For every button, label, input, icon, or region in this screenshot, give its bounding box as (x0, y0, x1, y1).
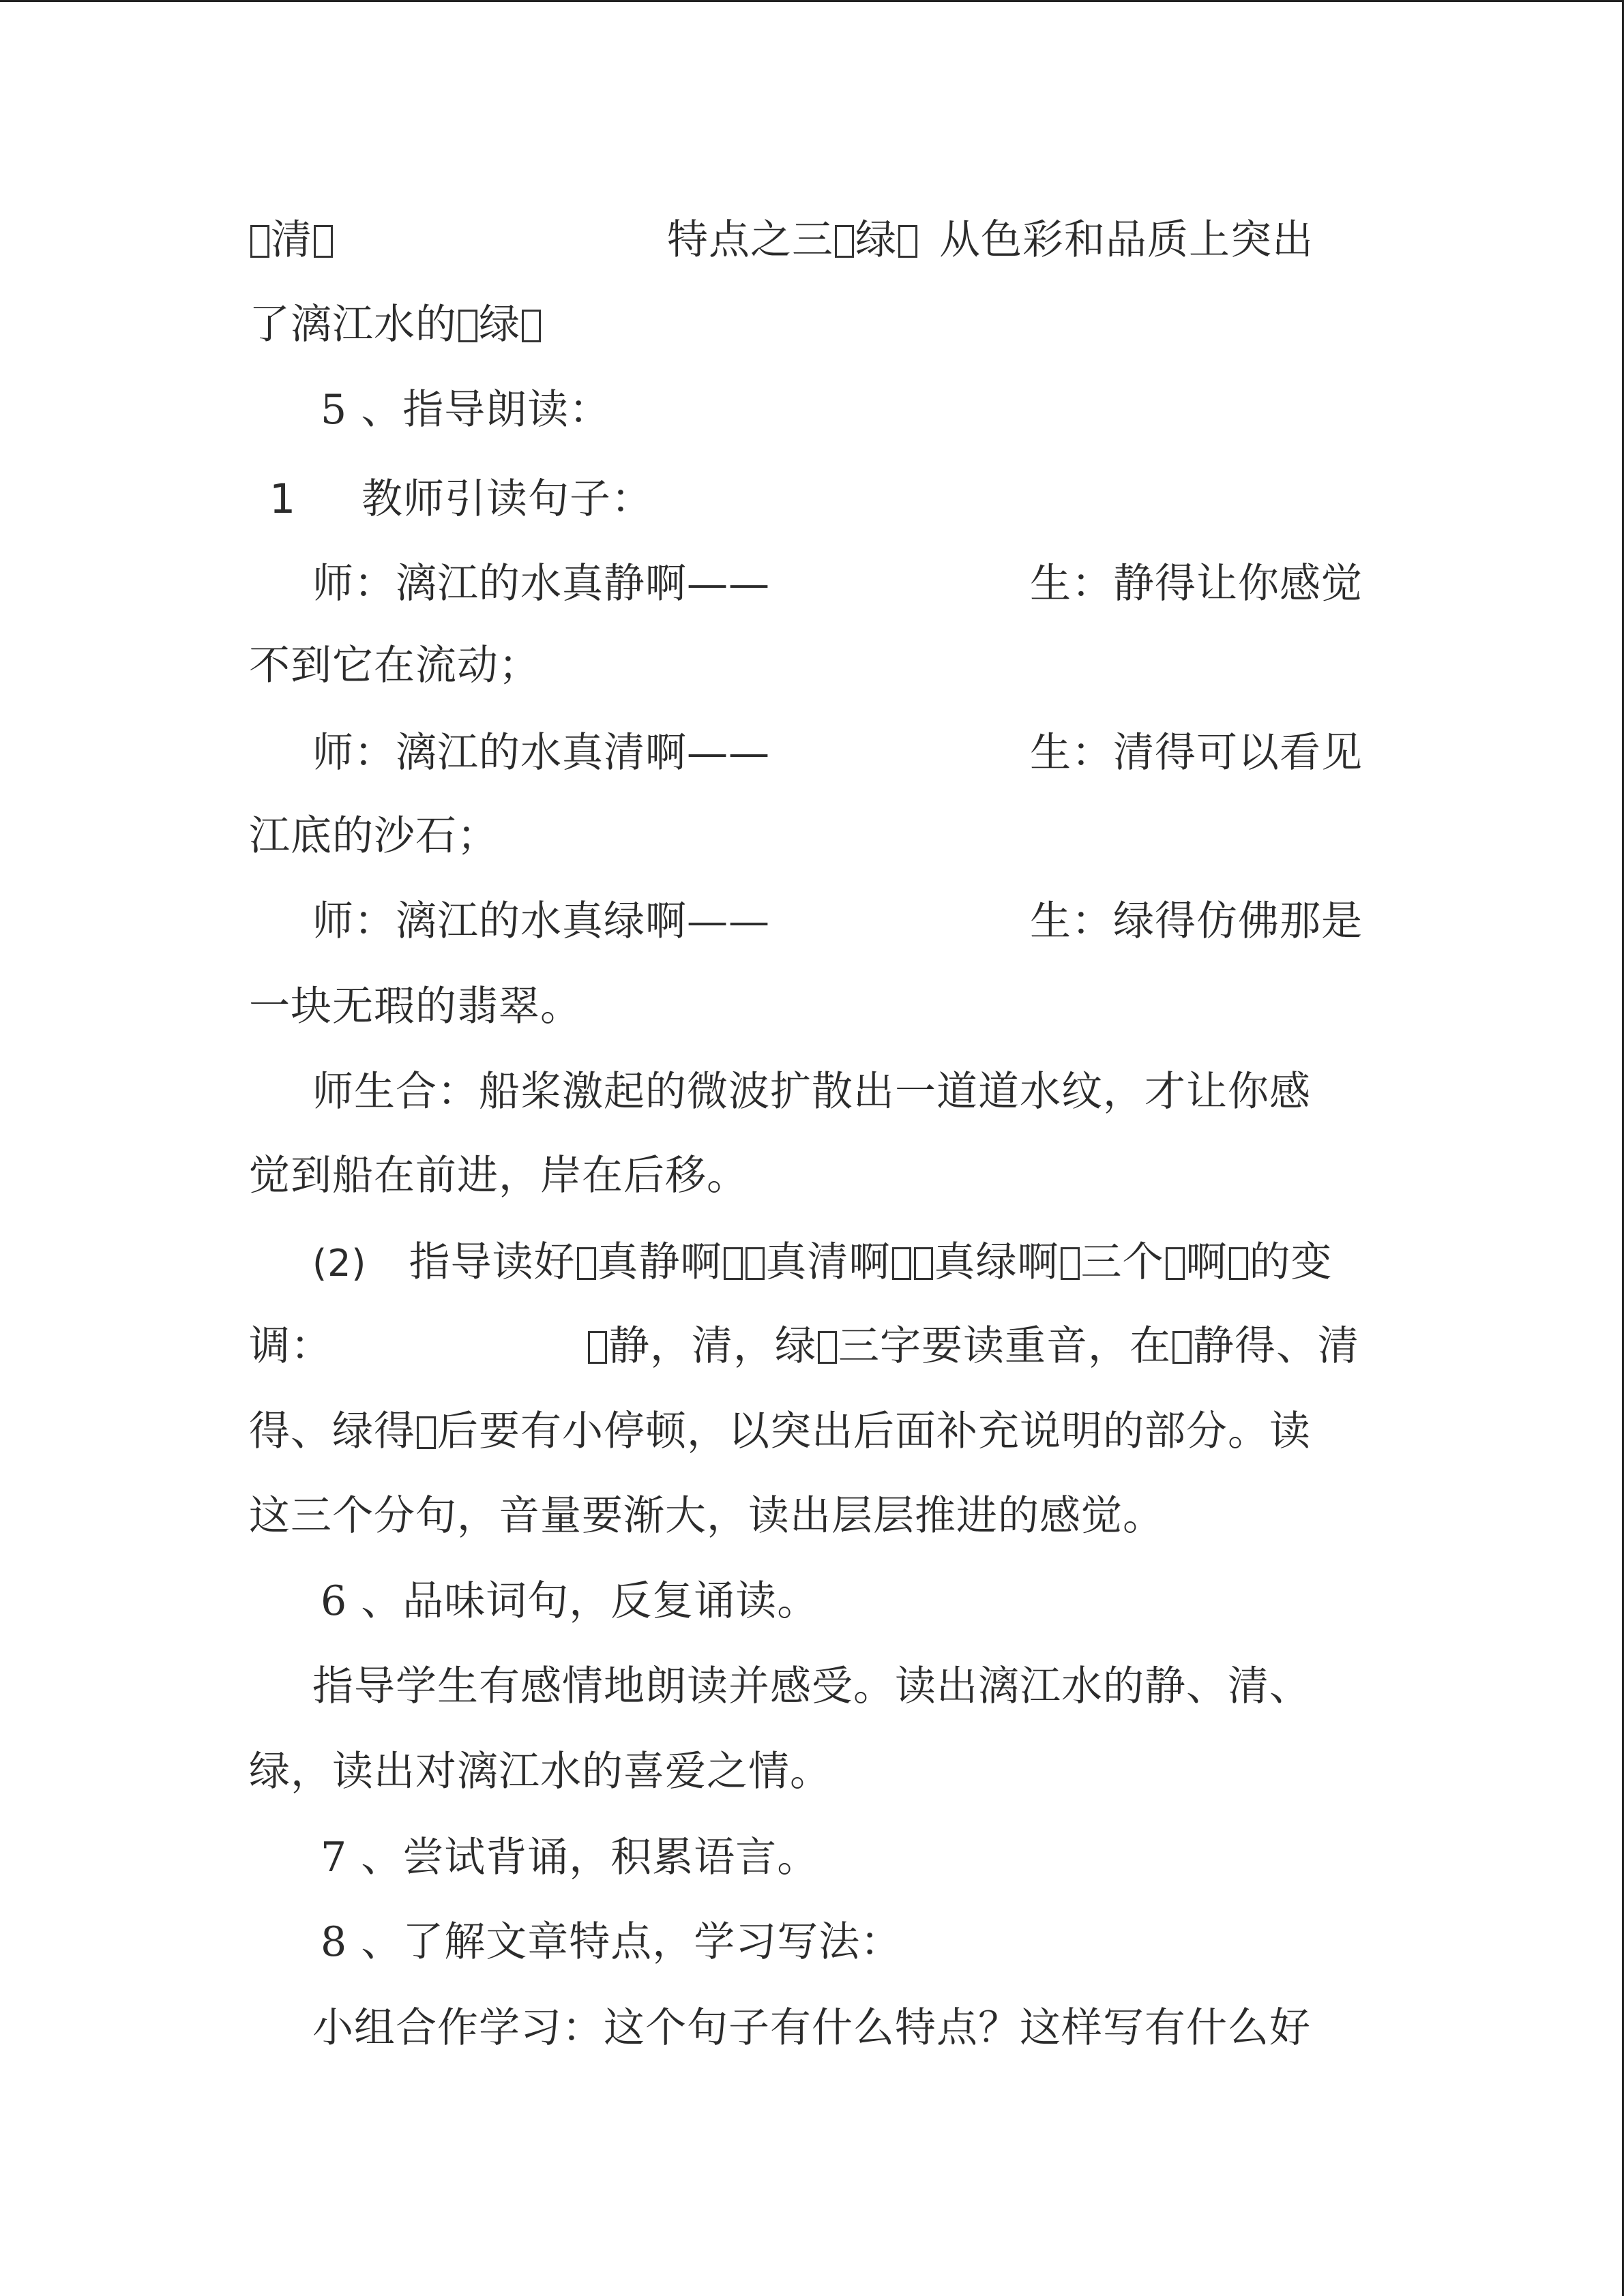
missing-glyph-box (1166, 1247, 1185, 1280)
text-fragment: 从色彩和品质上突出 (939, 216, 1314, 264)
missing-glyph-box (588, 1331, 607, 1364)
text-fragment: 真清啊 (765, 1238, 891, 1286)
list-number-1: 1 (269, 475, 297, 523)
missing-glyph-box (898, 225, 917, 258)
text-fragment: 静，清，绿 (608, 1322, 816, 1370)
section-heading-6: 6 、品味词句，反复诵读。 (321, 1577, 819, 1625)
missing-glyph-box (914, 1247, 933, 1280)
dialogue-student-2: 生：清得可以看见 (1030, 729, 1363, 777)
text-line-2 (249, 300, 542, 349)
missing-glyph-box (892, 1247, 911, 1280)
text-line-14-right (587, 1322, 1359, 1371)
text-fragment: 了漓江水的 (249, 301, 457, 348)
dialogue-teacher-2: 师：漓江的水真清啊—— (312, 729, 770, 777)
text-line-1 (249, 215, 334, 265)
missing-glyph-box (417, 1416, 436, 1449)
text-fragment: 三个 (1080, 1238, 1164, 1286)
list-number-2: (2) (312, 1242, 367, 1285)
section-heading-7: 7 、尝试背诵，积累语言。 (321, 1834, 819, 1881)
list-item-1-text: 教师引读句子： (361, 475, 653, 523)
dialogue-student-1: 生：静得让你感觉 (1030, 560, 1363, 608)
missing-glyph-box (250, 225, 269, 258)
missing-glyph-box (1172, 1331, 1192, 1364)
dialogue-teacher-1: 师：漓江的水真静啊—— (312, 560, 770, 608)
text-fragment: 啊 (1185, 1238, 1228, 1286)
missing-glyph-box (458, 310, 477, 342)
text-line-22: 小组合作学习：这个句子有什么特点？这样写有什么好 (312, 2004, 1311, 2052)
text-fragment: 绿 (855, 216, 897, 264)
missing-glyph-box (314, 225, 333, 258)
dialogue-student-3: 生：绿得仿佛那是 (1030, 897, 1363, 945)
text-line-8: 江底的沙石； (249, 812, 499, 860)
text-fragment: 的变 (1249, 1238, 1333, 1286)
text-line-12: 觉到船在前进，岸在后移。 (249, 1152, 748, 1199)
text-line-15 (249, 1407, 1311, 1456)
text-line-10: 一块无瑕的翡翠。 (249, 983, 582, 1030)
text-fragment: 特点之三 (667, 216, 833, 264)
text-fragment: 指导读好 (409, 1238, 576, 1286)
text-fragment: 三字要读重音，在 (838, 1322, 1171, 1370)
missing-glyph-box (724, 1247, 743, 1280)
text-fragment: 绿 (479, 301, 520, 348)
text-fragment: 后要有小停顿，以突出后面补充说明的部分。读 (437, 1407, 1311, 1455)
text-line-13 (312, 1238, 1333, 1288)
section-heading-5: 5 、指导朗读： (321, 386, 611, 434)
text-line-19: 绿，读出对漓江水的喜爱之情。 (249, 1748, 831, 1795)
missing-glyph-box (577, 1247, 596, 1280)
missing-glyph-box (835, 225, 854, 258)
section-heading-8: 8 、了解文章特点，学习写法： (321, 1918, 902, 1966)
text-fragment: 静得、清 (1193, 1322, 1359, 1370)
page-top-border (0, 0, 1624, 2)
text-fragment: 得、绿得 (249, 1407, 415, 1455)
text-line-14-left: 调： (249, 1322, 332, 1370)
text-line-18: 指导学生有感情地朗读并感受。读出漓江水的静、清、 (312, 1663, 1311, 1710)
text-line-6: 不到它在流动； (249, 642, 540, 689)
text-fragment: 清 (271, 216, 312, 264)
text-line-16: 这三个分句，音量要渐大，读出层层推进的感觉。 (249, 1492, 1164, 1540)
text-fragment: 真绿啊 (934, 1238, 1059, 1286)
missing-glyph-box (1061, 1247, 1080, 1280)
text-line-11: 师生合：船桨激起的微波扩散出一道道水纹，才让你感 (312, 1068, 1311, 1116)
dialogue-teacher-3: 师：漓江的水真绿啊—— (312, 897, 770, 945)
missing-glyph-box (1229, 1247, 1248, 1280)
text-fragment: 真静啊 (597, 1238, 722, 1286)
text-line-1-right (667, 215, 1314, 265)
missing-glyph-box (818, 1331, 837, 1364)
missing-glyph-box (745, 1247, 765, 1280)
missing-glyph-box (522, 310, 541, 342)
